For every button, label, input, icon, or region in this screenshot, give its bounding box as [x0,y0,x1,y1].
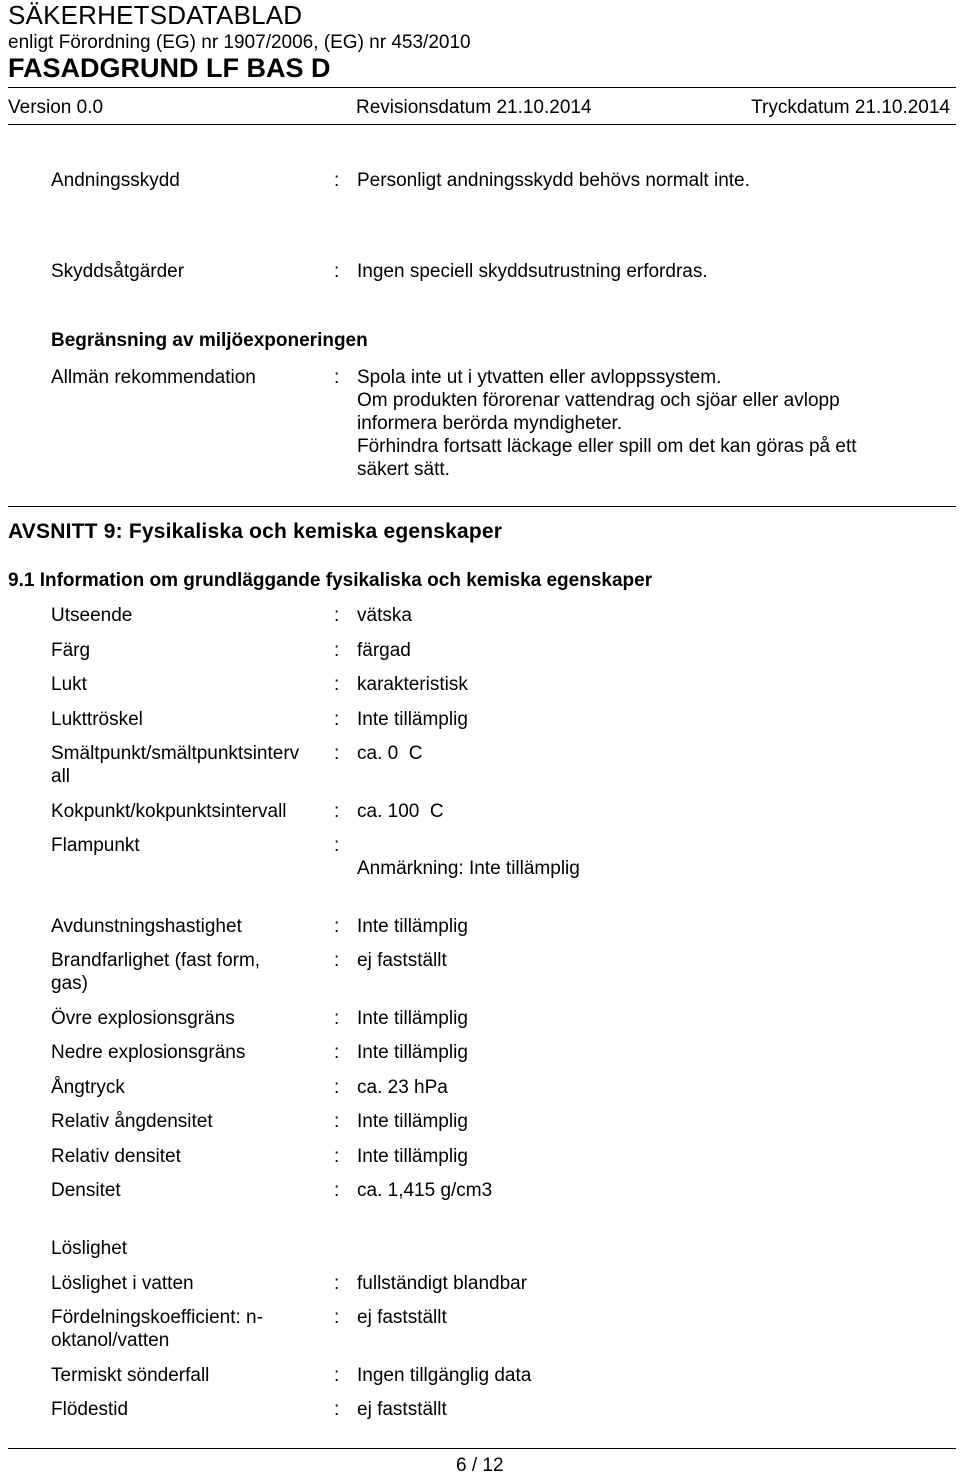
field-colon: : [334,367,340,388]
field-label-andningsskydd: Andningsskydd [51,170,180,191]
prop-label-farg: Färg [51,640,91,661]
prop-label-lukt: Lukt [51,674,87,695]
prop-value-ovre-explosionsgrans: Inte tillämplig [357,1008,468,1029]
field-colon: : [334,605,340,626]
field-colon: : [334,1042,340,1063]
prop-value-lukt: karakteristisk [357,674,468,695]
page-number: 6 / 12 [456,1455,504,1476]
prop-label-brandfarlighet: Brandfarlighet (fast form, gas) [51,950,261,994]
field-colon: : [334,1180,340,1201]
field-colon: : [334,1365,340,1386]
env-line: Om produkten förorenar vattendrag och sjöar eller avlopp [357,390,840,411]
field-colon: : [334,1008,340,1029]
prop-value-relativ-angdensitet: Inte tillämplig [357,1111,468,1132]
field-value-skyddsatgarder: Ingen speciell skyddsutrustning erfordras. [357,261,708,282]
prop-value-fordelningskoefficient: ej fastställt [357,1307,447,1328]
field-colon: : [334,709,340,730]
regulation-reference: enligt Förordning (EG) nr 1907/2006, (EG) nr 453/2010 [8,32,471,53]
prop-label-flampunkt: Flampunkt [51,835,140,856]
prop-label-densitet: Densitet [51,1180,121,1201]
footer-rule [8,1448,956,1449]
field-colon: : [334,743,340,764]
prop-value-relativ-densitet: Inte tillämplig [357,1146,468,1167]
field-label-skyddsatgarder: Skyddsåtgärder [51,261,185,282]
prop-label-kokpunkt: Kokpunkt/kokpunktsintervall [51,801,287,822]
field-colon: : [334,1146,340,1167]
prop-label-fordelningskoefficient: Fördelningskoefficient: n- oktanol/vatten [51,1307,263,1351]
header-rule-top [8,87,956,88]
field-colon: : [334,1307,340,1328]
env-heading: Begränsning av miljöexponeringen [51,330,368,351]
prop-label-relativ-densitet: Relativ densitet [51,1146,181,1167]
version-label: Version 0.0 [8,97,104,118]
prop-value-kokpunkt: ca. 100 C [357,801,444,822]
prop-label-loslighet-i-vatten: Löslighet i vatten [51,1273,194,1294]
header-rule-bottom [8,124,956,125]
section-rule [8,506,956,507]
field-colon: : [334,835,340,856]
prop-label-lukttroskel: Lukttröskel [51,709,143,730]
section-9-title: AVSNITT 9: Fysikaliska och kemiska egenskaper [8,520,503,543]
prop-value-smaltpunkt: ca. 0 C [357,743,423,764]
prop-label-relativ-angdensitet: Relativ ångdensitet [51,1111,213,1132]
field-colon: : [334,640,340,661]
prop-note-flampunkt: Anmärkning: Inte tillämplig [357,858,580,879]
field-colon: : [334,674,340,695]
document-title: SÄKERHETSDATABLAD [8,0,303,30]
prop-value-angtryck: ca. 23 hPa [357,1077,448,1098]
prop-value-avdunstningshastighet: Inte tillämplig [357,916,468,937]
section-9-1-title: 9.1 Information om grundläggande fysikaliska och kemiska egenskaper [8,570,653,591]
revision-date: Revisionsdatum 21.10.2014 [356,97,592,118]
prop-value-loslighet-i-vatten: fullständigt blandbar [357,1273,528,1294]
prop-label-utseende: Utseende [51,605,133,626]
prop-value-brandfarlighet: ej fastställt [357,950,447,971]
prop-label-nedre-explosionsgrans: Nedre explosionsgräns [51,1042,246,1063]
env-line: informera berörda myndigheter. [357,413,623,434]
field-label-allman-rekommendation: Allmän rekommendation [51,367,256,388]
prop-value-utseende: vätska [357,605,412,626]
field-colon: : [334,170,340,191]
prop-label-flodestid: Flödestid [51,1399,129,1420]
env-line: Förhindra fortsatt läckage eller spill om det kan göras på ett [357,436,857,457]
field-colon: : [334,950,340,971]
prop-value-nedre-explosionsgrans: Inte tillämplig [357,1042,468,1063]
field-colon: : [334,1273,340,1294]
print-date: Tryckdatum 21.10.2014 [751,97,950,118]
field-colon: : [334,801,340,822]
prop-value-farg: färgad [357,640,411,661]
field-colon: : [334,916,340,937]
env-line: Spola inte ut i ytvatten eller avloppssystem. [357,367,722,388]
prop-value-lukttroskel: Inte tillämplig [357,709,468,730]
env-line: säkert sätt. [357,459,450,480]
prop-label-smaltpunkt: Smältpunkt/smältpunktsinterv all [51,743,300,787]
prop-value-densitet: ca. 1,415 g/cm3 [357,1180,493,1201]
product-name: FASADGRUND LF BAS D [8,53,331,83]
field-colon: : [334,261,340,282]
solubility-heading: Löslighet [51,1238,128,1259]
prop-label-termiskt-sonderfall: Termiskt sönderfall [51,1365,210,1386]
prop-value-flodestid: ej fastställt [357,1399,447,1420]
field-colon: : [334,1077,340,1098]
field-value-andningsskydd: Personligt andningsskydd behövs normalt inte. [357,170,750,191]
field-colon: : [334,1399,340,1420]
prop-label-avdunstningshastighet: Avdunstningshastighet [51,916,242,937]
prop-label-ovre-explosionsgrans: Övre explosionsgräns [51,1008,235,1029]
field-colon: : [334,1111,340,1132]
prop-label-angtryck: Ångtryck [51,1077,125,1098]
prop-value-termiskt-sonderfall: Ingen tillgänglig data [357,1365,532,1386]
